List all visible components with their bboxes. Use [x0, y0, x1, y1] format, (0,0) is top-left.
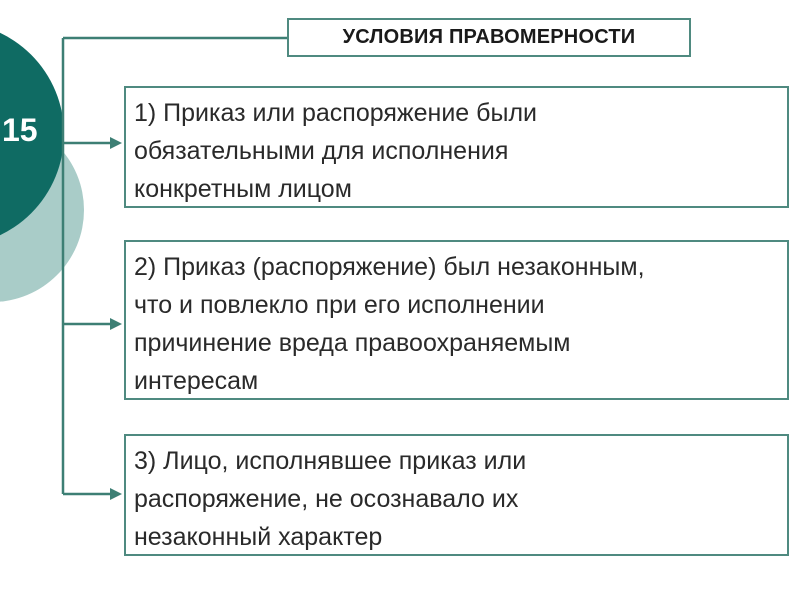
condition-3-line-2: распоряжение, не осознавало их: [134, 485, 519, 513]
condition-1-line-1: 1) Приказ или распоряжение были: [134, 99, 537, 127]
condition-3-line-3: незаконный характер: [134, 523, 383, 551]
condition-1-line-2: обязательными для исполнения: [134, 137, 509, 165]
condition-box-3: [124, 434, 789, 556]
slide-number: 15: [2, 112, 38, 148]
condition-2-line-4: интересам: [134, 367, 259, 395]
condition-3-line-1: 3) Лицо, исполнявшее приказ или: [134, 447, 527, 475]
arrow-1: [63, 137, 122, 149]
arrow-2: [63, 318, 122, 330]
title-box: [287, 18, 691, 57]
condition-2-line-2: что и повлекло при его исполнении: [134, 291, 545, 319]
arrow-3: [63, 488, 122, 500]
condition-box-2: [124, 240, 789, 400]
condition-1-line-3: конкретным лицом: [134, 175, 352, 203]
condition-box-1: [124, 86, 789, 208]
condition-2-line-3: причинение вреда правоохраняемым: [134, 329, 571, 357]
condition-2-line-1: 2) Приказ (распоряжение) был незаконным,: [134, 253, 645, 281]
diagram-title: УСЛОВИЯ ПРАВОМЕРНОСТИ: [342, 26, 636, 48]
